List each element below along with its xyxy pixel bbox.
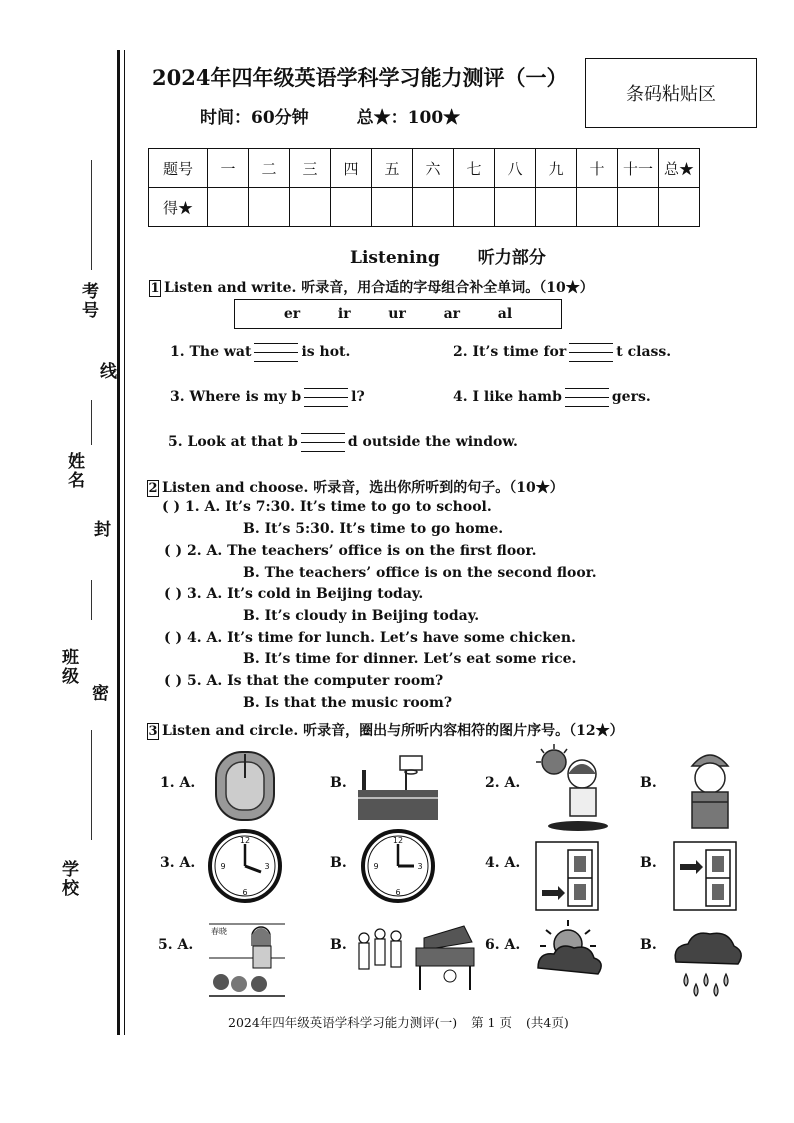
q2-item-2-b[interactable]: B. The teachers’ office is on the second floor.: [243, 565, 597, 581]
q2-item-3-a[interactable]: ( ) 3. A. It’s cold in Beijing today.: [164, 586, 424, 602]
building-floor-icon[interactable]: [534, 840, 600, 912]
score-cell: 题号: [149, 149, 208, 188]
section-title: [350, 243, 584, 268]
score-cell: 六: [413, 149, 454, 188]
section-title-en: Listening: [350, 248, 440, 268]
q1-item-3-post: l?: [351, 389, 365, 405]
q1-item-3: [170, 386, 365, 408]
svg-text:9: 9: [373, 862, 379, 871]
score-cell: 三: [290, 149, 331, 188]
q2-number: 2: [148, 481, 158, 496]
svg-text:9: 9: [220, 862, 226, 871]
score-cell: 总★: [659, 149, 700, 188]
p2b-label[interactable]: B.: [640, 775, 657, 791]
p3a-label[interactable]: 3. A.: [160, 855, 196, 871]
q1-item-5-pre: 5. Look at that b: [168, 434, 298, 450]
cold-boy-icon[interactable]: [682, 748, 738, 832]
barcode-area: 条码粘贴区: [585, 58, 757, 128]
score-cell: 一: [208, 149, 249, 188]
q2-instruction: [147, 477, 564, 497]
score-input[interactable]: [577, 188, 618, 227]
q1-item-4-post: gers.: [611, 389, 651, 405]
score-input[interactable]: [413, 188, 454, 227]
svg-text:6: 6: [395, 888, 401, 897]
letter-option: er: [283, 306, 301, 322]
q1-blank-5[interactable]: [301, 431, 345, 453]
margin-name: 姓名: [64, 452, 84, 490]
sunny-hot-girl-icon[interactable]: [532, 744, 612, 832]
q2-item-2-a[interactable]: ( ) 2. A. The teachers’ office is on the first floor.: [164, 543, 537, 559]
p5a-label[interactable]: 5. A.: [158, 937, 194, 953]
q1-item-5-post: d outside the window.: [347, 434, 518, 450]
q2-item-5-a[interactable]: ( ) 5. A. Is that the computer room?: [164, 673, 444, 689]
exam-no-writeline[interactable]: [91, 160, 93, 270]
margin-seal: 封: [90, 520, 110, 539]
score-input[interactable]: [536, 188, 577, 227]
q3-number: 3: [148, 724, 158, 739]
p2a-label[interactable]: 2. A.: [485, 775, 521, 791]
svg-text:12: 12: [392, 836, 404, 845]
score-input[interactable]: [659, 188, 700, 227]
score-input[interactable]: [249, 188, 290, 227]
svg-text:3: 3: [417, 862, 423, 871]
q1-blank-2[interactable]: [569, 341, 613, 363]
score-cell: 十: [577, 149, 618, 188]
score-table: [148, 148, 700, 227]
svg-text:12: 12: [239, 836, 251, 845]
name-writeline-2[interactable]: [91, 580, 93, 620]
q1-instruction-text: Listen and write. 听录音，用合适的字母组合补全单词。（10★）: [164, 280, 594, 296]
basketball-court-icon[interactable]: [356, 750, 440, 822]
teacher-classroom-icon[interactable]: [205, 918, 289, 1000]
letter-options-box: [234, 299, 562, 329]
section-title-zh: 听力部分: [477, 248, 546, 268]
q1-item-4-pre: 4. I like hamb: [453, 389, 562, 405]
exam-title: 2024年四年级英语学科学习能力测评（一）: [152, 65, 568, 90]
score-input[interactable]: [454, 188, 495, 227]
score-cell: 九: [536, 149, 577, 188]
q1-item-3-pre: 3. Where is my b: [170, 389, 302, 405]
margin-secret: 密: [88, 684, 108, 703]
score-cell: 八: [495, 149, 536, 188]
q2-item-3-b[interactable]: B. It’s cloudy in Beijing today.: [243, 608, 480, 624]
q2-instruction-text: Listen and choose. 听录音，选出你所听到的句子。（10★）: [162, 480, 564, 496]
score-input[interactable]: [372, 188, 413, 227]
svg-text:3: 3: [264, 862, 270, 871]
score-cell: 十一: [618, 149, 659, 188]
score-input[interactable]: [290, 188, 331, 227]
q1-number: 1: [150, 281, 160, 296]
q1-instruction: [149, 277, 594, 297]
score-value-row: [149, 188, 700, 227]
total-label: 总★：100★: [356, 108, 461, 128]
footer-page: 第 1 页: [471, 1015, 512, 1030]
letter-option: ir: [337, 306, 351, 322]
margin-line: 线: [96, 362, 116, 381]
score-header-row: [149, 149, 700, 188]
sun-cloud-icon[interactable]: [532, 918, 604, 990]
letter-option: ur: [388, 306, 406, 322]
p5b-label[interactable]: B.: [330, 937, 347, 953]
svg-text:6: 6: [242, 888, 248, 897]
score-cell: 二: [249, 149, 290, 188]
q2-item-4-b[interactable]: B. It’s time for dinner. Let’s eat some rice.: [243, 651, 577, 667]
p1b-label[interactable]: B.: [330, 775, 347, 791]
name-writeline[interactable]: [91, 400, 93, 445]
q1-item-1-pre: 1. The wat: [170, 344, 252, 360]
score-cell: 七: [454, 149, 495, 188]
page-footer: [228, 1013, 583, 1031]
margin-school: 学校: [58, 860, 78, 898]
q3-instruction-text: Listen and circle. 听录音，圈出与所听内容相符的图片序号。（12★）: [162, 723, 624, 739]
rain-cloud-icon[interactable]: [670, 928, 744, 998]
p4a-label[interactable]: 4. A.: [485, 855, 521, 871]
score-input[interactable]: [618, 188, 659, 227]
score-cell: 五: [372, 149, 413, 188]
p3b-label[interactable]: B.: [330, 855, 347, 871]
q1-blank-3[interactable]: [304, 386, 348, 408]
score-input[interactable]: [208, 188, 249, 227]
p4b-label[interactable]: B.: [640, 855, 657, 871]
p6b-label[interactable]: B.: [640, 937, 657, 953]
board-text: 春晓: [211, 927, 227, 936]
q1-item-1: [170, 341, 350, 363]
q2-item-4-a[interactable]: ( ) 4. A. It’s time for lunch. Let’s have some chicken.: [164, 630, 576, 646]
q1-item-5: [168, 431, 518, 453]
footer-total: (共4页): [525, 1015, 569, 1030]
score-cell: 四: [331, 149, 372, 188]
q1-item-1-post: is hot.: [301, 344, 351, 360]
margin-line-thick: [117, 50, 120, 1035]
class-writeline[interactable]: [91, 730, 93, 840]
margin-line-thin: [124, 50, 125, 1035]
q1-item-2-post: t class.: [616, 344, 672, 360]
q1-blank-4[interactable]: [565, 386, 609, 408]
q1-blank-1[interactable]: [254, 341, 298, 363]
p6a-label[interactable]: 6. A.: [485, 937, 521, 953]
computer-mouse-icon[interactable]: [212, 748, 278, 824]
q1-item-2-pre: 2. It’s time for: [453, 344, 567, 360]
time-label: 时间：60分钟: [200, 108, 309, 128]
clock-icon[interactable]: [360, 828, 436, 904]
q2-item-5-b[interactable]: B. Is that the music room?: [243, 695, 453, 711]
score-row-label: 得★: [149, 188, 208, 227]
q3-instruction: [147, 720, 624, 740]
q1-item-4: [453, 386, 651, 408]
music-room-icon[interactable]: [354, 918, 478, 998]
letter-option: ar: [443, 306, 461, 322]
score-input[interactable]: [495, 188, 536, 227]
score-input[interactable]: [331, 188, 372, 227]
p1a-label[interactable]: 1. A.: [160, 775, 196, 791]
building-floor-icon[interactable]: [672, 840, 738, 912]
q2-item-1-b[interactable]: B. It’s 5:30. It’s time to go home.: [243, 521, 504, 537]
letter-option: al: [497, 306, 513, 322]
exam-info: [200, 103, 508, 128]
clock-icon[interactable]: [207, 828, 283, 904]
margin-class: 班级: [58, 648, 78, 686]
footer-exam: 2024年四年级英语学科学习能力测评(一): [228, 1015, 458, 1030]
margin-exam-no: 考号: [78, 282, 98, 320]
q1-item-2: [453, 341, 671, 363]
q2-item-1-a[interactable]: ( ) 1. A. It’s 7:30. It’s time to go to school.: [162, 499, 492, 515]
